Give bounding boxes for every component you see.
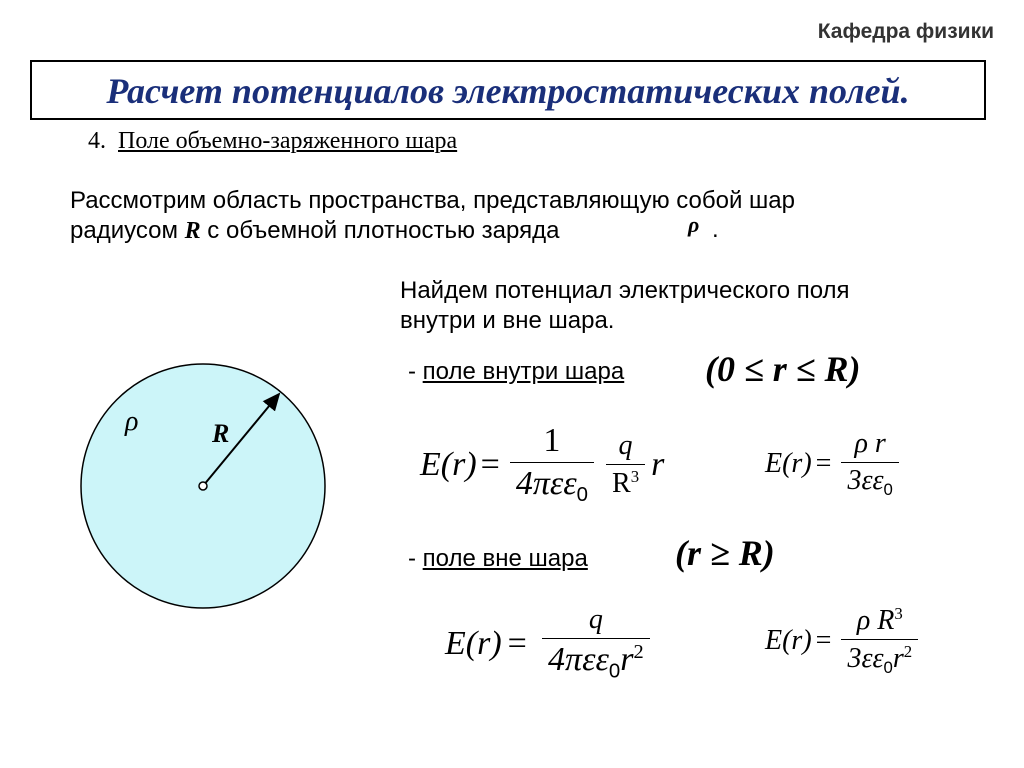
fraction-q-over-4pi-r2 (539, 604, 653, 683)
outside-case-label (408, 545, 588, 573)
epsilon-zero-sub: 0 (883, 658, 893, 678)
intro-line-2-before: радиусом (70, 217, 185, 244)
epsilon-zero-sub: 0 (576, 484, 589, 507)
equals-sign: = (815, 625, 832, 657)
department-label: Кафедра физики (817, 20, 994, 43)
equals-sign: = (480, 445, 500, 483)
task-line-2: внутри и вне шара. (400, 307, 615, 334)
outside-dash: - (408, 545, 423, 572)
denominator-R3 (606, 464, 645, 500)
formula-E-of-r: E(r) (765, 625, 812, 657)
factor-r: r (651, 445, 665, 483)
cube-exponent: 3 (894, 604, 903, 623)
equals-sign: = (815, 447, 832, 479)
intro-line-2-after: с объемной плотностью заряда (200, 217, 560, 244)
title-box (30, 60, 986, 120)
epsilon-zero-sub: 0 (883, 479, 893, 499)
slide-title: Расчет потенциалов электростатических полей. (106, 71, 910, 111)
inside-case-label (408, 358, 624, 386)
intro-rho-symbol: ρ (688, 212, 700, 237)
sphere-center-point (199, 482, 207, 490)
inside-dash: - (408, 358, 423, 385)
rho-R: ρ R (856, 605, 895, 637)
denominator-3ee0 (841, 462, 898, 500)
intro-paragraph (70, 186, 795, 246)
r-symbol: r (892, 643, 904, 675)
four-pi-ee: 4πεε (515, 465, 577, 502)
inside-condition: (0 ≤ r ≤ R) (705, 349, 861, 389)
numerator-rho-r: ρ r (854, 428, 886, 459)
formula-outside-1 (445, 604, 659, 683)
equals-sign: = (507, 624, 527, 662)
four-pi-ee: 4πεε (548, 641, 609, 679)
formula-E-of-r: E(r) (420, 445, 477, 483)
formula-inside-1 (420, 422, 664, 507)
outside-condition: (r ≥ R) (675, 533, 775, 573)
fraction-q-over-R3 (606, 430, 645, 500)
sphere-rho-label: ρ (125, 406, 139, 437)
task-line-1: Найдем потенциал электрического поля (400, 277, 850, 304)
formula-outside-2 (765, 604, 924, 678)
intro-line-2 (70, 216, 795, 246)
three-ee: 3εε (847, 643, 884, 675)
intro-radius-symbol: R (184, 218, 201, 244)
cube-exponent: 3 (630, 466, 640, 486)
formula-E-of-r: E(r) (765, 447, 812, 479)
r-symbol: r (620, 641, 634, 679)
sphere-radius-label: R (212, 419, 230, 448)
section-title: Поле объемно-заряженного шара (118, 128, 458, 154)
task-paragraph (400, 276, 850, 336)
capital-R: R (612, 467, 631, 499)
square-exponent: 2 (633, 641, 644, 663)
denominator-4pi (510, 462, 594, 507)
outside-label: поле вне шара (422, 545, 588, 572)
denominator-3ee0-r2 (841, 639, 918, 678)
section-number: 4. (88, 128, 106, 154)
intro-line-1: Рассмотрим область пространства, представляющую собой шар (70, 187, 795, 214)
numerator-q: q (618, 429, 633, 461)
numerator-rho-R3 (851, 604, 909, 639)
inside-label: поле внутри шара (422, 358, 625, 385)
square-exponent: 2 (903, 642, 913, 662)
numerator-one: 1 (543, 422, 561, 459)
epsilon-zero-sub: 0 (608, 660, 621, 683)
fraction-rhoR3-over-3ee0r2 (841, 604, 918, 678)
fraction-1-over-4pi (510, 422, 594, 507)
fraction-rho-r (841, 428, 898, 500)
three-ee: 3εε (847, 465, 884, 496)
formula-E-of-r: E(r) (445, 624, 502, 662)
denominator-4pi-r2 (542, 638, 650, 683)
intro-end-dot: . (712, 216, 719, 243)
formula-inside-2 (765, 428, 905, 500)
numerator-q: q (588, 604, 603, 635)
charged-sphere-diagram (70, 350, 340, 620)
